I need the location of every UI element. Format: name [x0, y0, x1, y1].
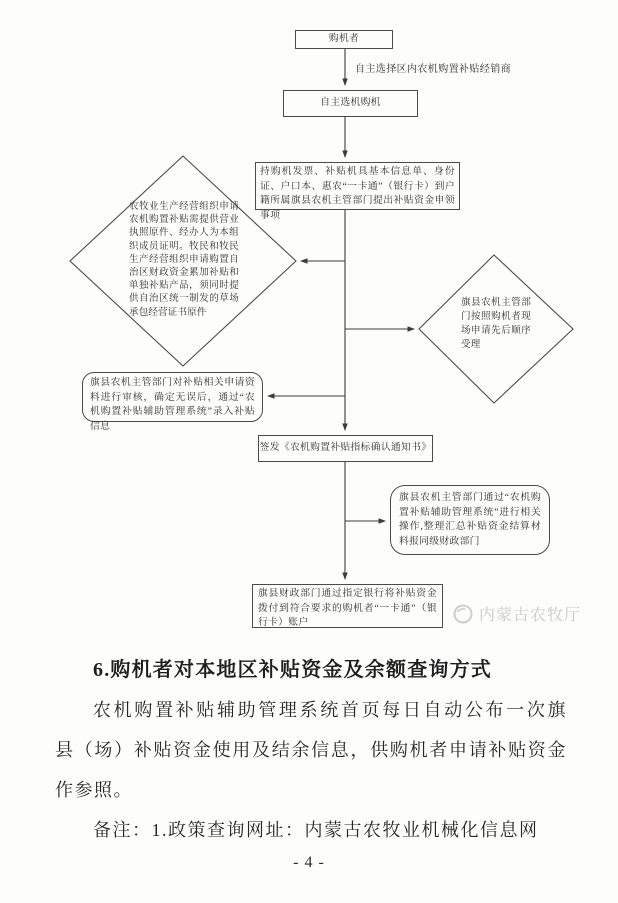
edge-label-choose-dealer: 自主选择区内农机购置补贴经销商 — [355, 64, 511, 75]
page-number: - 4 - — [293, 854, 325, 871]
watermark-logo-icon — [452, 603, 474, 625]
section-heading: 6.购机者对本地区补贴资金及余额查询方式 — [93, 659, 492, 681]
body-text-section — [55, 650, 567, 850]
flow-node-select-machine — [283, 90, 418, 117]
flow-node-review-entry: 旗县农机主管部门对补贴相关申请资料进行审核，确定无误后，通过“农机购置补贴辅助管理系统”录入补贴信息 — [82, 372, 263, 422]
paragraph-line-2: 县（场）补贴资金使用及结余信息，供购机者申请补贴资金 — [55, 740, 567, 760]
flow-node-settlement: 旗县农机主管部门通过“农机购置补贴辅助管理系统”进行相关操作,整理汇总补贴资金结算材料报同级财政部门 — [390, 485, 550, 555]
paragraph-line-1: 农机购置补贴辅助管理系统首页每日自动公布一次旗 — [93, 700, 567, 720]
watermark-text: 内蒙古农牧厅 — [479, 607, 582, 624]
note-line: 备注：1.政策查询网址：内蒙古农牧业机械化信息网 — [93, 820, 539, 840]
flow-node-apply-documents: 持购机发票、补贴机具基本信息单、身份证、户口本、惠农“一卡通”（银行卡）到户籍所属旗县农机主管部门提出补贴资金申领事项 — [255, 162, 460, 210]
flow-node-issue-notice-label: 签发《农机购置补贴指标确认通知书》 — [259, 442, 432, 454]
paragraph-line-3: 作参照。 — [55, 780, 133, 800]
flow-node-issue-notice — [258, 435, 433, 462]
watermark — [452, 602, 581, 625]
flow-node-purchaser-label: 购机者 — [328, 33, 360, 45]
flow-node-payment: 旗县财政部门通过指定银行将补贴资金拨付到符合要求的购机者“一卡通”（银行卡）账户 — [252, 584, 443, 628]
flow-node-select-machine-label: 自主选机购机 — [320, 97, 381, 109]
diamond-text-org-requirements: 农牧业生产经营组织申请农机购置补贴需提供营业执照原件、经办人为本组织成员证明。牧民和牧民生产经营组织申请购置自治区财政资金累加补贴和单独补贴产品，须同时提供自治区统一制发的草场承包经营证书原件 — [129, 202, 239, 318]
diamond-text-accept-order: 旗县农机主管部门按照购机者现场申请先后顺序受理 — [461, 298, 531, 350]
flow-node-purchaser — [295, 30, 393, 49]
